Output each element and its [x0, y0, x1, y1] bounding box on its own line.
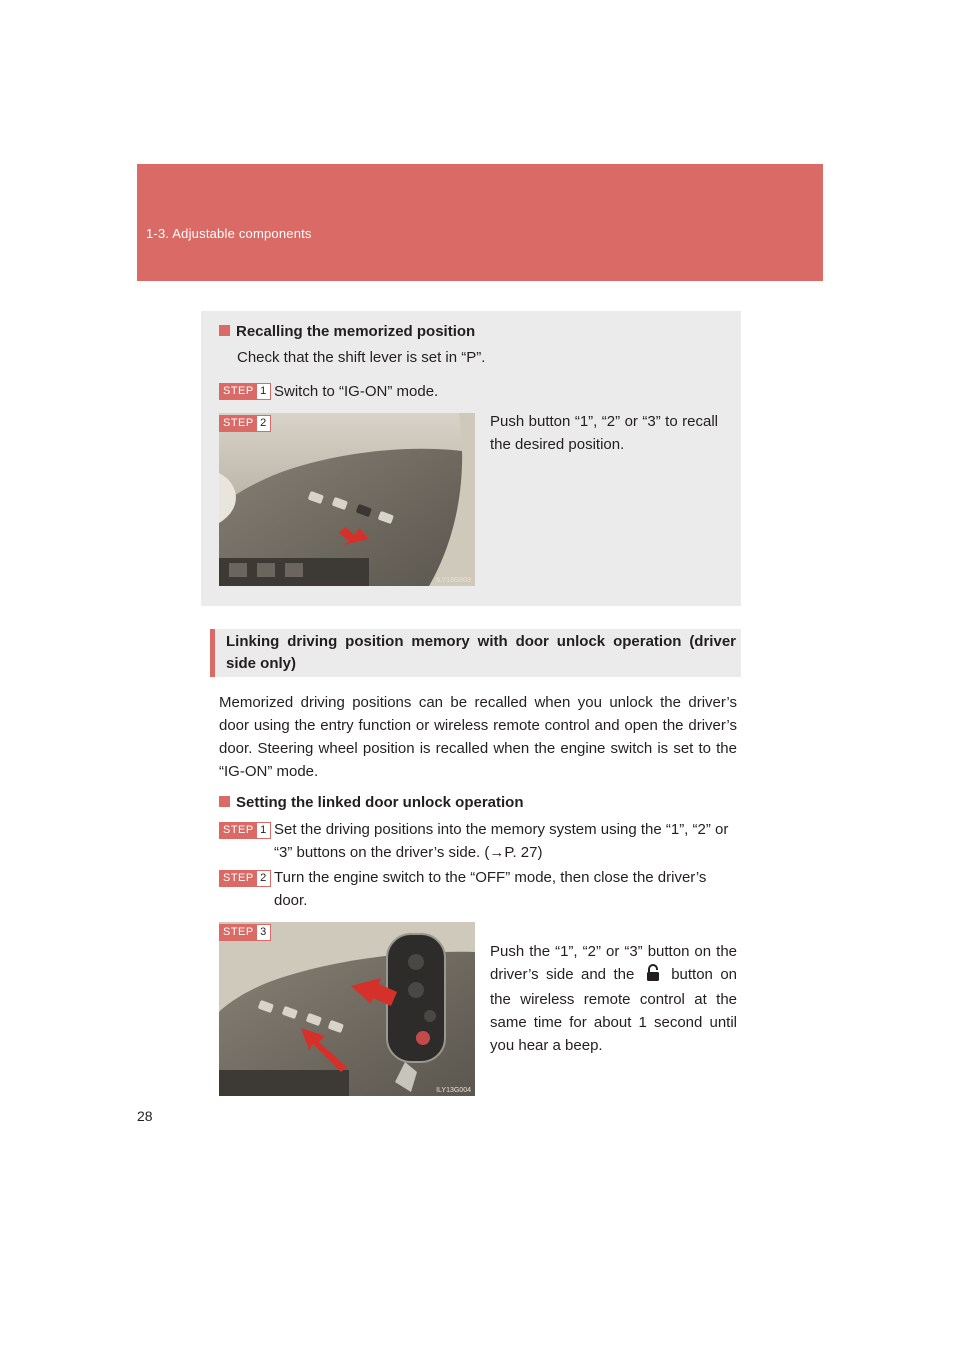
image-code: ILY13G004 — [436, 1087, 471, 1094]
linked-heading — [219, 794, 524, 811]
step-number: 1 — [257, 823, 270, 838]
lock-icon — [646, 964, 660, 988]
step-number: 1 — [257, 384, 270, 399]
recall-heading — [219, 323, 475, 340]
step-word: STEP — [220, 416, 257, 431]
remote-illustration — [219, 922, 475, 1096]
linked-step2-badge — [219, 870, 271, 887]
recall-step2-text — [490, 410, 718, 456]
remote-photo — [219, 922, 475, 1096]
topic-bar — [210, 629, 741, 677]
recall-heading-text: Recalling the memorized position — [236, 323, 476, 340]
step-number: 2 — [257, 416, 270, 431]
recall-check-text: Check that the shift lever is set in “P”. — [237, 349, 486, 366]
step-word: STEP — [220, 384, 257, 399]
linked-step3-text-a: Push the “1”, “2” or “3” button on the driver’s side and the — [490, 943, 737, 983]
page-number: 28 — [137, 1108, 153, 1124]
step-word: STEP — [220, 823, 257, 838]
header-band — [137, 164, 823, 281]
linked-step1-text: Set the driving positions into the memory system using the “1”, “2” or “3” buttons on the driver’s side. (→P. 27) — [274, 821, 729, 861]
topic-title: Linking driving position memory with door unlock operation (driver side only) — [226, 633, 736, 672]
linked-step1-badge — [219, 822, 271, 839]
linked-heading-text: Setting the linked door unlock operation — [236, 794, 524, 811]
step-word: STEP — [220, 871, 257, 886]
linked-step3-text — [490, 940, 737, 1057]
topic-intro: Memorized driving positions can be recalled when you unlock the driver’s door using the entry function or wireless remote control and open the driver’s door. Steering wheel position is recalled when the engine switch is set to the “IG-ON” mode. — [219, 694, 737, 780]
image-code: ILY13G003 — [436, 577, 471, 584]
step-word: STEP — [220, 925, 257, 940]
linked-step3-text-b: button on the wireless remote control at the same time for about 1 second until you hear a beep. — [490, 966, 738, 1054]
door-trim-illustration — [219, 413, 475, 586]
linked-step2-text: Turn the engine switch to the “OFF” mode, then close the driver’s door. — [274, 869, 707, 909]
recall-step2-text-body: Push button “1”, “2” or “3” to recall the desired position. — [490, 413, 718, 453]
step-number: 3 — [257, 925, 270, 940]
heading-bullet-icon — [219, 796, 230, 807]
section-label: 1-3. Adjustable components — [146, 226, 312, 241]
step-number: 2 — [257, 871, 270, 886]
topic-accent — [210, 629, 215, 677]
recall-step1-text: Switch to “IG-ON” mode. — [274, 383, 439, 400]
recall-photo — [219, 413, 475, 586]
recall-step1-badge — [219, 383, 271, 400]
linked-step3-badge — [219, 924, 271, 941]
heading-bullet-icon — [219, 325, 230, 336]
recall-step2-badge — [219, 415, 271, 432]
